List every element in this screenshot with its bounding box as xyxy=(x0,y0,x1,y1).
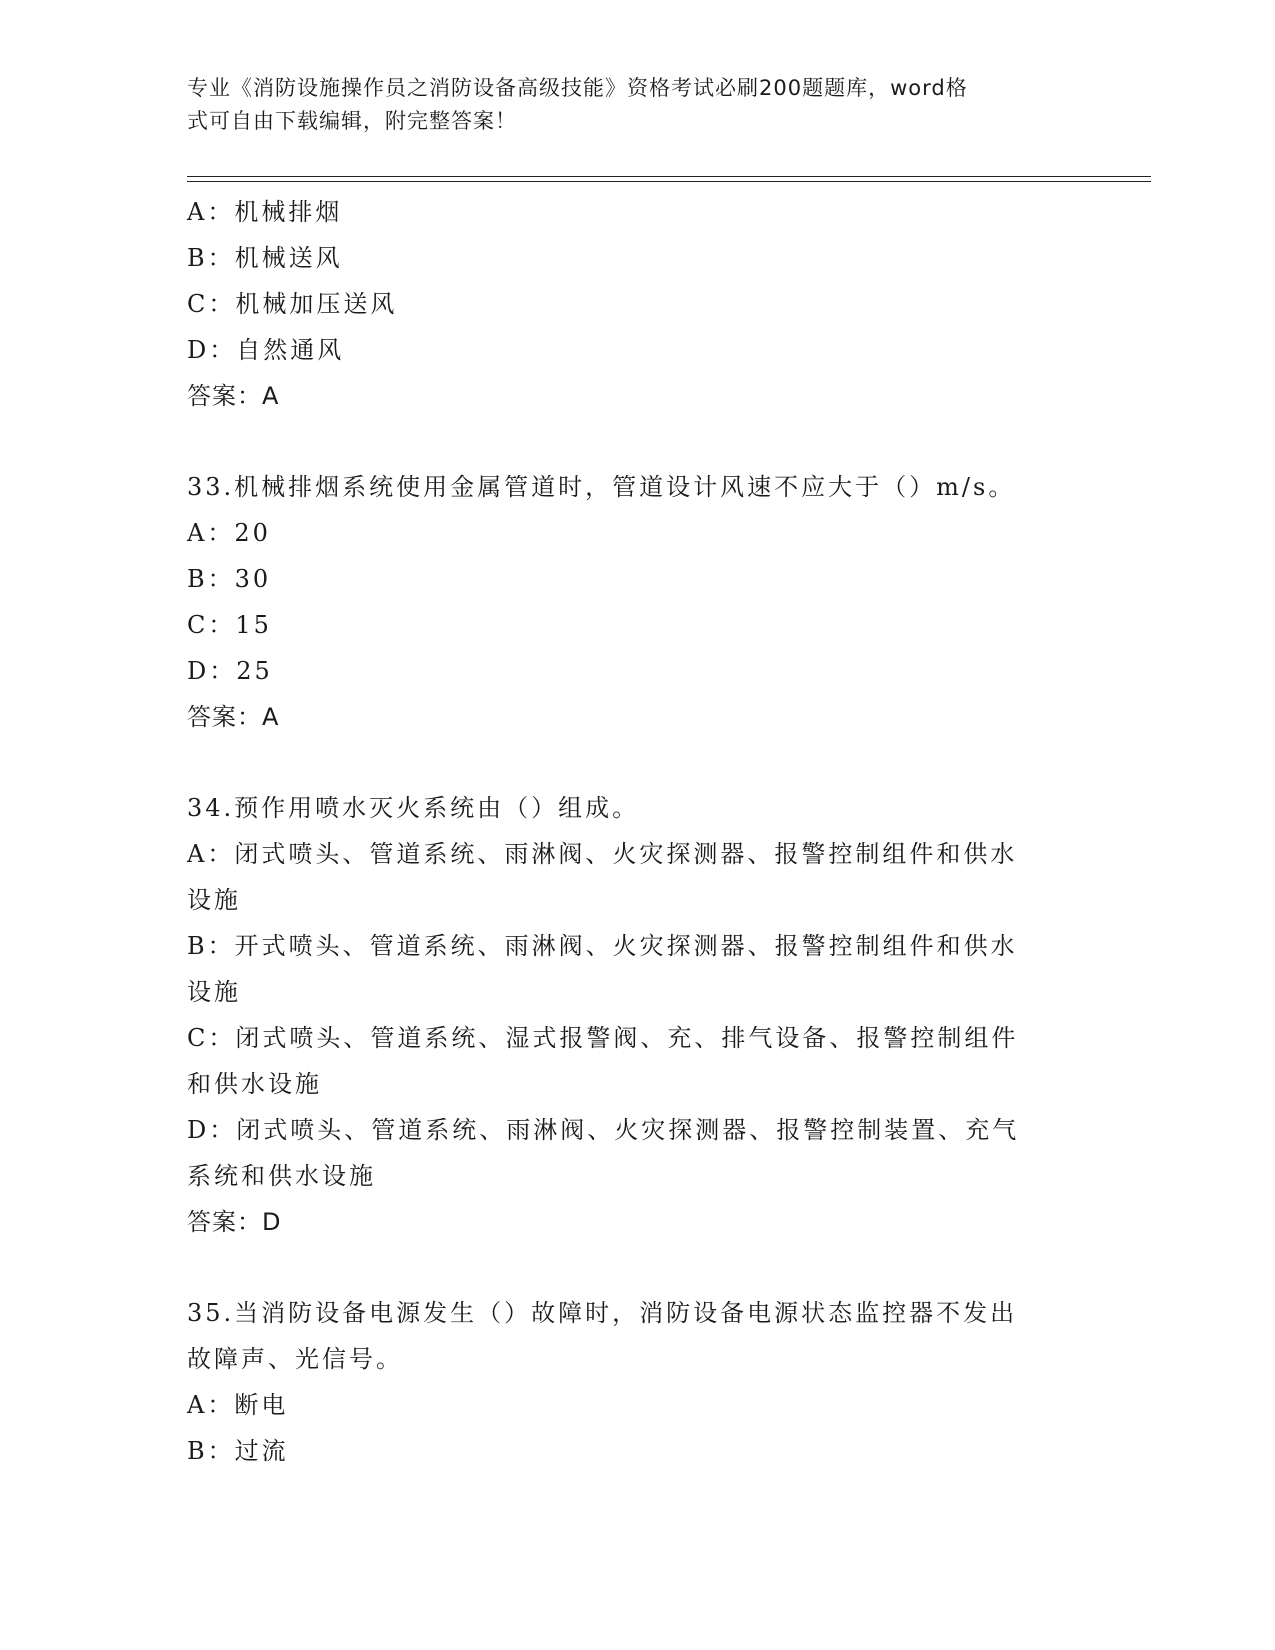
answer: 答案：A xyxy=(187,703,280,731)
option-a-line-2: 设施 xyxy=(187,886,241,914)
spacer xyxy=(187,419,1077,464)
header-divider-top xyxy=(187,176,1151,177)
question-stem: 34.预作用喷水灭火系统由（）组成。 xyxy=(187,794,640,822)
header-line-1: 专业《消防设施操作员之消防设备高级技能》资格考试必刷200题题库，word格 xyxy=(187,76,968,100)
question-34 xyxy=(187,785,1077,1245)
option-c-line-1: C：闭式喷头、管道系统、湿式报警阀、充、排气设备、报警控制组件 xyxy=(187,1024,1019,1052)
question-32 xyxy=(187,189,1077,419)
option-a: A：断电 xyxy=(187,1391,289,1419)
option-c: C：机械加压送风 xyxy=(187,290,398,318)
option-b-line-1: B：开式喷头、管道系统、雨淋阀、火灾探测器、报警控制组件和供水 xyxy=(187,932,1018,960)
option-c-line-2: 和供水设施 xyxy=(187,1070,322,1098)
option-d: D：25 xyxy=(187,657,273,685)
question-35 xyxy=(187,1290,1077,1474)
spacer xyxy=(187,1245,1077,1290)
question-stem-line-2: 故障声、光信号。 xyxy=(187,1345,403,1373)
question-stem: 33.机械排烟系统使用金属管道时，管道设计风速不应大于（）m/s。 xyxy=(187,473,1016,501)
option-b-line-2: 设施 xyxy=(187,978,241,1006)
option-b: B：30 xyxy=(187,565,272,593)
option-d: D：自然通风 xyxy=(187,336,345,364)
question-list xyxy=(187,189,1077,1474)
answer: 答案：D xyxy=(187,1208,282,1236)
spacer xyxy=(187,740,1077,785)
option-d-line-2: 系统和供水设施 xyxy=(187,1162,376,1190)
option-a-line-1: A：闭式喷头、管道系统、雨淋阀、火灾探测器、报警控制组件和供水 xyxy=(187,840,1018,868)
header-line-2: 式可自由下载编辑，附完整答案！ xyxy=(187,109,517,133)
header-divider-bottom xyxy=(187,181,1151,182)
option-b: B：机械送风 xyxy=(187,244,343,272)
question-33 xyxy=(187,464,1077,740)
option-b: B：过流 xyxy=(187,1437,289,1465)
option-d-line-1: D：闭式喷头、管道系统、雨淋阀、火灾探测器、报警控制装置、充气 xyxy=(187,1116,1020,1144)
question-stem-line-1: 35.当消防设备电源发生（）故障时，消防设备电源状态监控器不发出 xyxy=(187,1299,1018,1327)
option-a: A：20 xyxy=(187,519,271,547)
option-c: C：15 xyxy=(187,611,272,639)
document-header xyxy=(187,72,1067,138)
option-a: A：机械排烟 xyxy=(187,198,343,226)
answer: 答案：A xyxy=(187,382,280,410)
